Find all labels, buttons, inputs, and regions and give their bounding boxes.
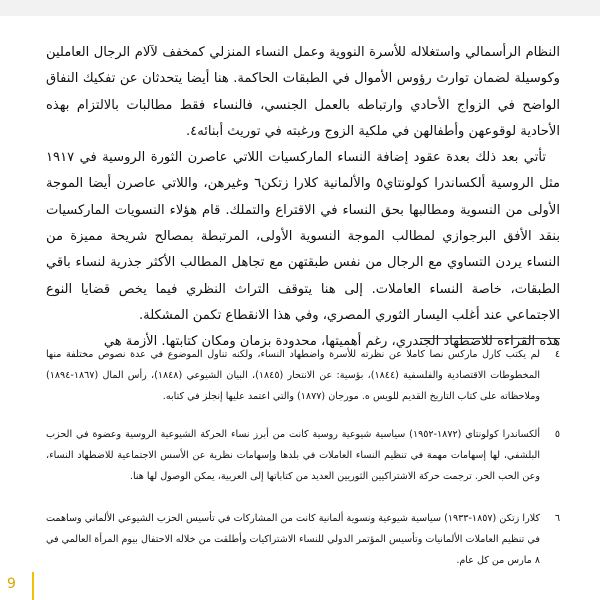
page-number-rule: [32, 572, 34, 600]
body-paragraph-2: تأتي بعد ذلك بعدة عقود إضافة النساء الماركسيات اللاتي عاصرن الثورة الروسية في ١٩١٧ مثل الروسية ألكساندرا كولونتاي٥ والألمانية كلارا زتكن٦ وغيرهن، واللاتي عاصرن أيضا الموجة الأولى من النسوية ومطالبها بحق النساء في الاقتراع والتملك. قام هؤلاء النسويات الماركسيات بنقد الأفق البرجوازي لمطالب الموجة النسوية الأولى، المرتبطة بمصالح شريحة مميزة من النساء يردن التساوي مع الرجال من نفس طبقتهن مع تجاهل المطالب الأكثر جذرية لنساء باقي الطبقات، خاصة النساء العاملات. إلى هنا يتوقف التراث النظري فيما يخص قضايا النوع الاجتماعي عند أغلب اليسار الثوري المصري، وفي هذا الانقطاع تكمن المشكلة.: [46, 150, 560, 323]
footnote-number: ٦: [554, 513, 560, 524]
footnote-divider: [420, 338, 560, 339]
body-paragraph-3: هذه القراءة للاضطهاد الجندري، رغم أهميتها، محدودة بزمان ومكان كتابتها. الأزمة هي: [103, 334, 560, 350]
footnote-6: [46, 508, 560, 571]
footnote-text: ألكساندرا كولونتاي (١٨٧٢-١٩٥٢) سياسية شيوعية روسية كانت من أبرز نساء الحركة الشيوعية الروسية وعضوة في الحزب البلشفي، لها إسهامات مهمة في تنظيم النساء العاملات في بلدها وإسهامات نظرية عن الأسس الاجتماعية للاضطهاد النساء، وعن الحب الحر. ترجمت حركة الاشتراكيين الثوريين العديد من كتاباتها إلى العربية، يمكن الوصول لها هنا.: [46, 429, 540, 482]
footnotes: [46, 344, 560, 571]
footnote-number: ٥: [554, 429, 560, 440]
footnote-4: [46, 344, 560, 407]
page-number: 9: [7, 576, 16, 592]
body-text: [46, 40, 560, 356]
footnote-text: لم يكتب كارل ماركس نصا كاملا عن نظرته للأسرة واضطهاد النساء، ولكنه تناول الموضوع في عدة نصوص مختلفة منها المخطوطات الاقتصادية والفلسفية (١٨٤٤)، بؤسية: عن الانتحار (١٨٤٥)، البيان الشيوعي (١٨٤٨)، رأس المال (١٨٦٧-١٨٩٤) وملاحظاته على كتاب التاريخ القديم للويس ه. مورجان (١٨٧٧) والتي اعتمد عليها إنجلز في كتابه.: [46, 349, 541, 402]
body-paragraph-1: النظام الرأسمالي واستغلاله للأسرة النووية وعمل النساء المنزلي كمخفف لآلام الرجال العاملين وكوسيلة لضمان توارث رؤوس الأموال في الطبقات الحاكمة. هنا أيضا يتحدثان عن تفكيك النفاق الواضح في الزواج الأحادي وارتباطه بالعمل الجنسي، فالنساء فقط مطالبات بالالتزام بهذه الأحادية لوقوعهن وأطفالهن في ملكية الزوج ورغبته في توريث أبنائه٤.: [46, 45, 560, 139]
footnote-5: [46, 424, 560, 487]
page-top-band: [0, 0, 600, 16]
footnote-number: ٤: [554, 349, 560, 360]
footnote-text: كلارا زتكن (١٨٥٧-١٩٣٣) سياسية شيوعية ونسوية ألمانية كانت من المشاركات في تأسيس الحزب الشيوعي الألماني وساهمت في تنظيم العاملات الألمانيات وتأسيس المؤتمر الدولي للنساء الاشتراكيات وأطلقت من خلاله الاحتفال بيوم المرأة العالمي في ٨ مارس من كل عام.: [46, 513, 540, 566]
